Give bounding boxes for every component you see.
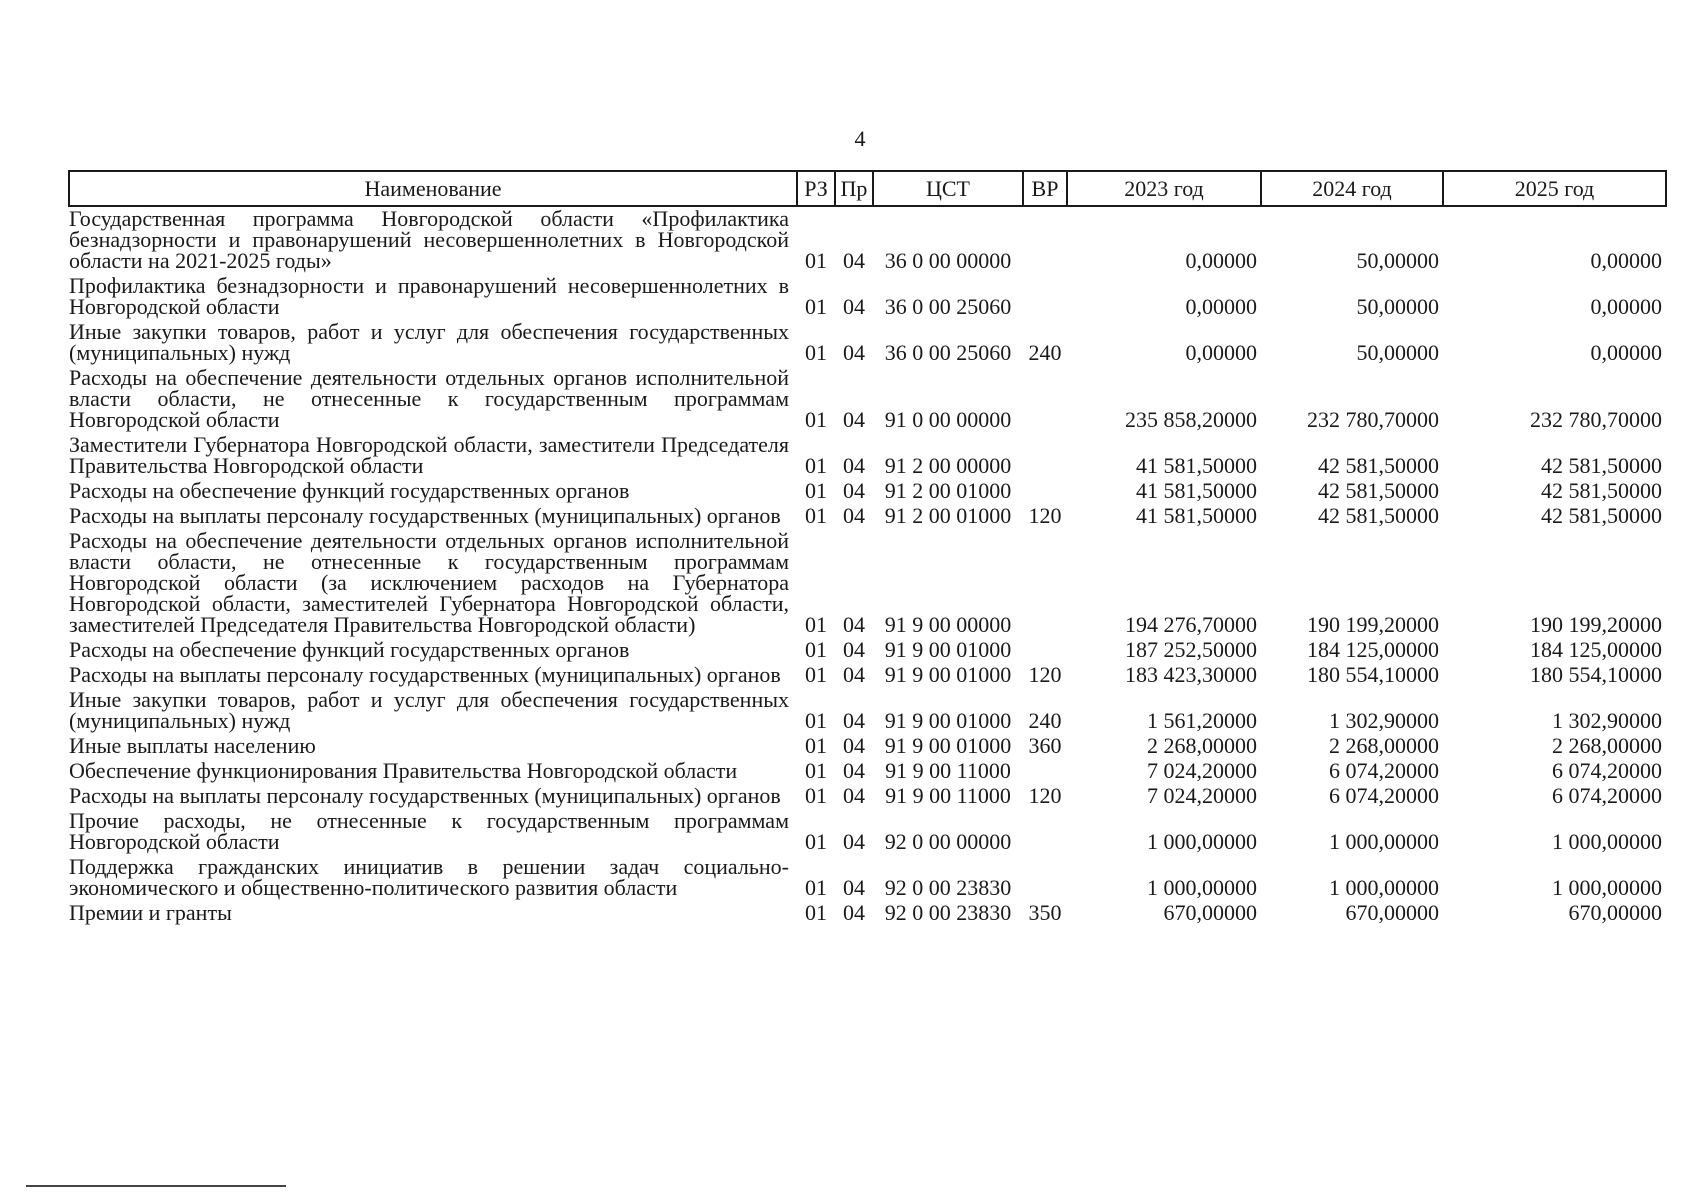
row-cst: 91 9 00 01000 [884, 662, 1012, 687]
header-rz: РЗ [797, 171, 835, 206]
row-amount-2025: 0,00000 [1590, 294, 1662, 319]
row-amount-2025: 6 074,20000 [1552, 783, 1662, 808]
table-row [69, 274, 1666, 320]
row-amount-2023: 194 276,70000 [1125, 612, 1257, 637]
header-2025: 2025 год [1443, 171, 1666, 206]
row-amount-2025: 190 199,20000 [1530, 612, 1662, 637]
row-amount-2024: 184 125,00000 [1307, 637, 1439, 662]
row-amount-2023: 1 000,00000 [1147, 829, 1257, 854]
row-amount-2024: 2 268,00000 [1329, 733, 1439, 758]
footnote-divider [26, 1185, 286, 1187]
table-row [69, 688, 1666, 734]
row-vr [1023, 366, 1067, 433]
row-cst: 36 0 00 25060 [884, 340, 1012, 365]
row-amount-2024: 6 074,20000 [1329, 758, 1439, 783]
row-cst: 36 0 00 25060 [884, 294, 1012, 319]
row-amount-2025: 232 780,70000 [1530, 407, 1662, 432]
row-amount-2025: 1 000,00000 [1552, 875, 1662, 900]
row-name: Расходы на обеспечение деятельности отдельных органов исполнительной власти области, не отнесенные к государственным программам Новгородской области (за исключением расходов на Губернатора Новгородской области, заместителей Губернатора Новгородской области, заместителей Председателя Правительства Новгородской области) [69, 528, 789, 637]
row-amount-2023: 187 252,50000 [1125, 637, 1257, 662]
header-vr: ВР [1023, 171, 1067, 206]
table-row [69, 638, 1666, 663]
row-amount-2023: 2 268,00000 [1147, 733, 1257, 758]
row-amount-2025: 1 302,90000 [1552, 708, 1662, 733]
row-amount-2024: 42 581,50000 [1318, 503, 1439, 528]
row-rz: 01 [805, 294, 827, 319]
row-name: Прочие расходы, не отнесенные к государственным программам Новгородской области [69, 808, 789, 854]
row-vr [1023, 433, 1067, 479]
row-pr: 04 [843, 453, 865, 478]
table-row [69, 734, 1666, 759]
row-name: Иные закупки товаров, работ и услуг для обеспечения государственных (муниципальных) нужд [69, 687, 789, 733]
table-row [69, 855, 1666, 901]
row-vr [1023, 855, 1067, 901]
row-rz: 01 [805, 829, 827, 854]
row-amount-2024: 232 780,70000 [1307, 407, 1439, 432]
row-cst: 91 9 00 01000 [884, 708, 1012, 733]
header-cst: ЦСТ [873, 171, 1023, 206]
row-amount-2024: 180 554,10000 [1307, 662, 1439, 687]
row-amount-2024: 50,00000 [1356, 340, 1439, 365]
row-cst: 92 0 00 23830 [884, 900, 1012, 925]
row-pr: 04 [843, 758, 865, 783]
row-pr: 04 [843, 248, 865, 273]
row-amount-2024: 42 581,50000 [1318, 478, 1439, 503]
row-pr: 04 [843, 340, 865, 365]
row-rz: 01 [805, 662, 827, 687]
row-pr: 04 [843, 875, 865, 900]
row-vr: 120 [1028, 503, 1062, 528]
page-number: 4 [854, 126, 866, 151]
row-vr [1023, 479, 1067, 504]
row-pr: 04 [843, 783, 865, 808]
row-amount-2024: 1 000,00000 [1329, 829, 1439, 854]
table-row [69, 206, 1666, 274]
row-amount-2025: 180 554,10000 [1530, 662, 1662, 687]
row-pr: 04 [843, 733, 865, 758]
row-rz: 01 [805, 453, 827, 478]
table-row [69, 663, 1666, 688]
row-amount-2025: 670,00000 [1568, 900, 1662, 925]
row-pr: 04 [843, 294, 865, 319]
row-vr: 120 [1028, 662, 1062, 687]
row-name: Расходы на выплаты персоналу государственных (муниципальных) органов [69, 783, 781, 808]
row-rz: 01 [805, 478, 827, 503]
row-amount-2023: 41 581,50000 [1136, 478, 1257, 503]
header-pr: Пр [835, 171, 873, 206]
row-name: Расходы на обеспечение функций государственных органов [69, 478, 630, 503]
row-rz: 01 [805, 503, 827, 528]
row-amount-2023: 7 024,20000 [1147, 783, 1257, 808]
row-vr [1023, 274, 1067, 320]
row-cst: 91 9 00 01000 [884, 637, 1012, 662]
row-rz: 01 [805, 733, 827, 758]
row-name: Расходы на обеспечение функций государственных органов [69, 637, 630, 662]
budget-table [68, 170, 1667, 926]
row-amount-2024: 190 199,20000 [1307, 612, 1439, 637]
row-amount-2024: 6 074,20000 [1329, 783, 1439, 808]
table-row [69, 529, 1666, 638]
row-name: Расходы на выплаты персоналу государственных (муниципальных) органов [69, 503, 781, 528]
row-pr: 04 [843, 829, 865, 854]
row-name: Иные закупки товаров, работ и услуг для обеспечения государственных (муниципальных) нужд [69, 319, 789, 365]
row-vr: 120 [1028, 783, 1062, 808]
row-pr: 04 [843, 503, 865, 528]
row-amount-2025: 0,00000 [1590, 248, 1662, 273]
row-amount-2023: 7 024,20000 [1147, 758, 1257, 783]
row-vr: 350 [1028, 900, 1062, 925]
row-amount-2023: 1 561,20000 [1147, 708, 1257, 733]
row-rz: 01 [805, 900, 827, 925]
row-cst: 36 0 00 00000 [884, 248, 1012, 273]
table-row [69, 901, 1666, 926]
header-2023: 2023 год [1067, 171, 1261, 206]
table-row [69, 320, 1666, 366]
row-name: Заместители Губернатора Новгородской области, заместители Председателя Правительства Новгородской области [69, 432, 789, 478]
row-pr: 04 [843, 662, 865, 687]
row-amount-2023: 183 423,30000 [1125, 662, 1257, 687]
row-pr: 04 [843, 708, 865, 733]
row-name: Расходы на выплаты персоналу государственных (муниципальных) органов [69, 662, 781, 687]
table-row [69, 479, 1666, 504]
row-name: Расходы на обеспечение деятельности отдельных органов исполнительной власти области, не отнесенные к государственным программам Новгородской области [69, 365, 789, 432]
table-row [69, 366, 1666, 433]
row-rz: 01 [805, 637, 827, 662]
table-row [69, 809, 1666, 855]
table-row [69, 759, 1666, 784]
row-vr [1023, 638, 1067, 663]
row-cst: 92 0 00 00000 [884, 829, 1012, 854]
row-amount-2024: 1 302,90000 [1329, 708, 1439, 733]
row-amount-2024: 670,00000 [1345, 900, 1439, 925]
row-name: Обеспечение функционирования Правительства Новгородской области [69, 758, 738, 783]
row-amount-2023: 0,00000 [1185, 294, 1257, 319]
row-amount-2025: 42 581,50000 [1541, 503, 1662, 528]
row-cst: 91 2 00 01000 [884, 478, 1012, 503]
row-amount-2024: 50,00000 [1356, 294, 1439, 319]
row-cst: 91 9 00 11000 [885, 758, 1011, 783]
row-pr: 04 [843, 900, 865, 925]
row-rz: 01 [805, 758, 827, 783]
row-amount-2025: 0,00000 [1590, 340, 1662, 365]
row-name: Премии и гранты [69, 900, 232, 925]
row-cst: 91 9 00 11000 [885, 783, 1011, 808]
row-amount-2025: 6 074,20000 [1552, 758, 1662, 783]
row-vr [1023, 809, 1067, 855]
row-rz: 01 [805, 783, 827, 808]
row-amount-2023: 41 581,50000 [1136, 453, 1257, 478]
table-row [69, 504, 1666, 529]
row-cst: 91 2 00 01000 [884, 503, 1012, 528]
row-pr: 04 [843, 637, 865, 662]
table-row [69, 433, 1666, 479]
header-name: Наименование [69, 171, 797, 206]
row-rz: 01 [805, 340, 827, 365]
row-cst: 91 2 00 00000 [884, 453, 1012, 478]
row-vr [1023, 529, 1067, 638]
row-amount-2023: 0,00000 [1185, 248, 1257, 273]
row-amount-2025: 42 581,50000 [1541, 453, 1662, 478]
row-amount-2023: 235 858,20000 [1125, 407, 1257, 432]
row-pr: 04 [843, 407, 865, 432]
row-vr [1023, 759, 1067, 784]
row-pr: 04 [843, 612, 865, 637]
row-cst: 91 9 00 01000 [884, 733, 1012, 758]
row-amount-2024: 42 581,50000 [1318, 453, 1439, 478]
row-name: Профилактика безнадзорности и правонарушений несовершеннолетних в Новгородской области [69, 273, 789, 319]
row-cst: 92 0 00 23830 [884, 875, 1012, 900]
row-vr: 240 [1028, 708, 1062, 733]
row-amount-2025: 1 000,00000 [1552, 829, 1662, 854]
row-vr: 360 [1028, 733, 1062, 758]
row-name: Поддержка гражданских инициатив в решении задач социально-экономического и общественно-политического развития области [69, 854, 789, 900]
row-amount-2025: 184 125,00000 [1530, 637, 1662, 662]
row-cst: 91 0 00 00000 [884, 407, 1012, 432]
row-cst: 91 9 00 00000 [884, 612, 1012, 637]
row-rz: 01 [805, 612, 827, 637]
row-pr: 04 [843, 478, 865, 503]
row-amount-2025: 2 268,00000 [1552, 733, 1662, 758]
row-rz: 01 [805, 407, 827, 432]
table-body [69, 206, 1666, 926]
header-2024: 2024 год [1261, 171, 1443, 206]
row-vr: 240 [1028, 340, 1062, 365]
row-vr [1023, 206, 1067, 274]
row-amount-2023: 670,00000 [1163, 900, 1257, 925]
row-name: Иные выплаты населению [69, 733, 316, 758]
row-amount-2024: 50,00000 [1356, 248, 1439, 273]
row-rz: 01 [805, 875, 827, 900]
row-rz: 01 [805, 708, 827, 733]
row-amount-2023: 41 581,50000 [1136, 503, 1257, 528]
row-amount-2024: 1 000,00000 [1329, 875, 1439, 900]
row-amount-2023: 0,00000 [1185, 340, 1257, 365]
row-amount-2025: 42 581,50000 [1541, 478, 1662, 503]
row-name: Государственная программа Новгородской области «Профилактика безнадзорности и правонарушений несовершеннолетних в Новгородской области на 2021-2025 годы» [69, 206, 789, 273]
table-header-row [69, 171, 1666, 206]
row-rz: 01 [805, 248, 827, 273]
row-amount-2023: 1 000,00000 [1147, 875, 1257, 900]
table-row [69, 784, 1666, 809]
